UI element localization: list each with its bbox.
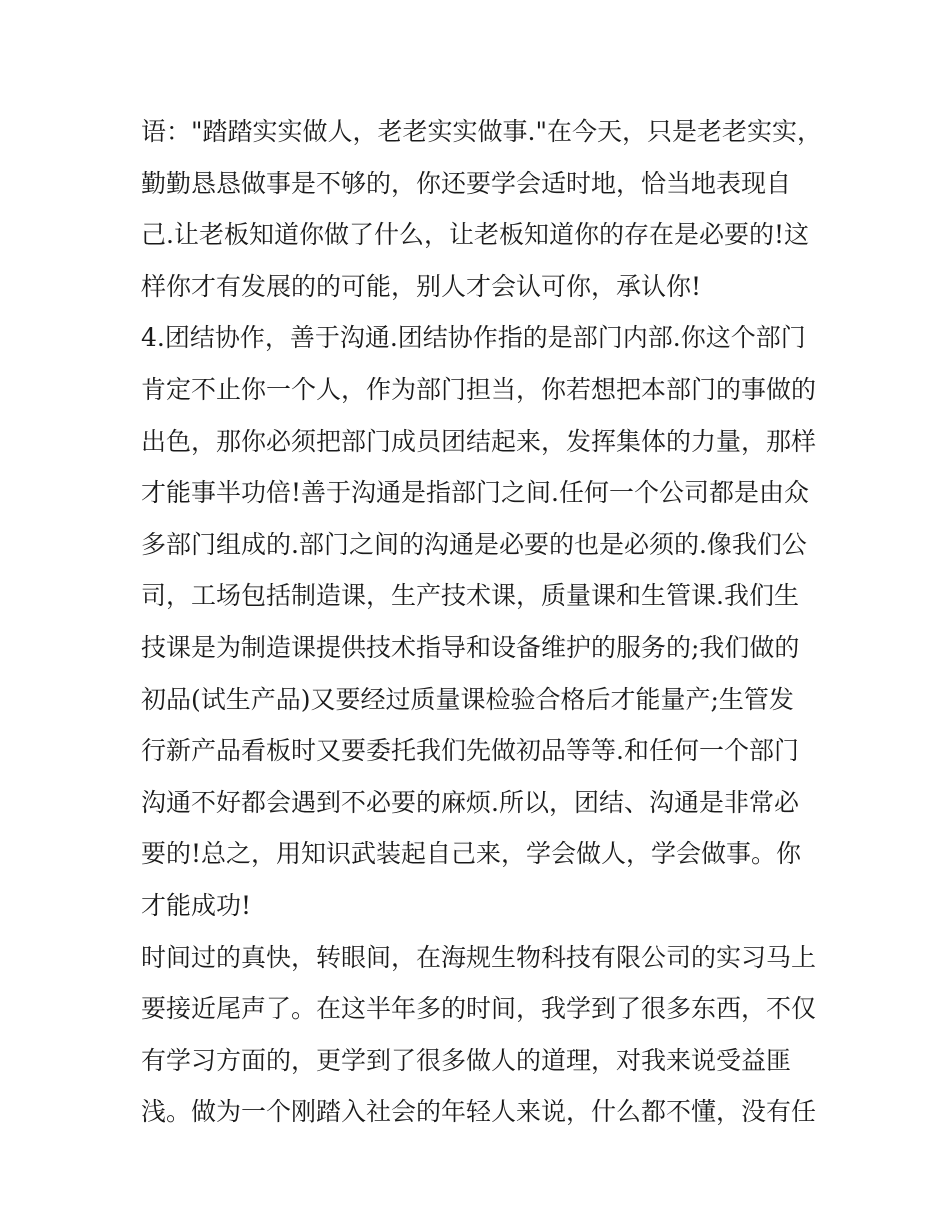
text-line: 样你才有发展的的可能，别人才会认可你，承认你!: [141, 271, 702, 301]
text-line: 时间过的真快，转眼间，在海规生物科技有限公司的实习马上: [141, 942, 817, 972]
body-text: [141, 106, 821, 1138]
text-line: 才能事半功倍!善于沟通是指部门之间.任何一个公司都是由众: [141, 478, 809, 508]
text-line: 勤勤恳恳做事是不够的，你还要学会适时地，恰当地表现自: [141, 168, 792, 198]
text-line: 沟通不好都会遇到不必要的麻烦.所以，团结、沟通是非常必: [141, 787, 799, 817]
text-line: 4.团结协作，善于沟通.团结协作指的是部门内部.你这个部门: [141, 323, 806, 353]
text-line: 语："踏踏实实做人，老老实实做事."在今天，只是老老实实，: [141, 117, 822, 146]
text-line: 要的!总之，用知识武装起自己来，学会做人，学会做事。你: [141, 839, 802, 869]
text-line: 浅。做为一个刚踏入社会的年轻人来说，什么都不懂，没有任: [141, 1097, 817, 1127]
text-line: 司，工场包括制造课，生产技术课，质量课和生管课.我们生: [141, 581, 799, 611]
text-line: 才能成功!: [141, 890, 252, 920]
text-line: 己.让老板知道你做了什么，让老板知道你的存在是必要的!这: [141, 220, 809, 250]
text-line: 肯定不止你一个人，作为部门担当，你若想把本部门的事做的: [141, 374, 817, 404]
text-line: 行新产品看板时又要委托我们先做初品等等.和任何一个部门: [141, 736, 799, 766]
text-line: 技课是为制造课提供技术指导和设备维护的服务的;我们做的: [141, 632, 800, 662]
text-line: 初品(试生产品)又要经过质量课检验合格后才能量产;生管发: [141, 684, 794, 714]
text-line: 多部门组成的.部门之间的沟通是必要的也是必须的.像我们公: [141, 529, 807, 559]
text-line: 有学习方面的，更学到了很多做人的道理，对我来说受益匪: [141, 1045, 792, 1075]
text-line: 出色，那你必须把部门成员团结起来，发挥集体的力量，那样: [141, 426, 817, 456]
text-line: 要接近尾声了。在这半年多的时间，我学到了很多东西，不仅: [141, 994, 817, 1024]
